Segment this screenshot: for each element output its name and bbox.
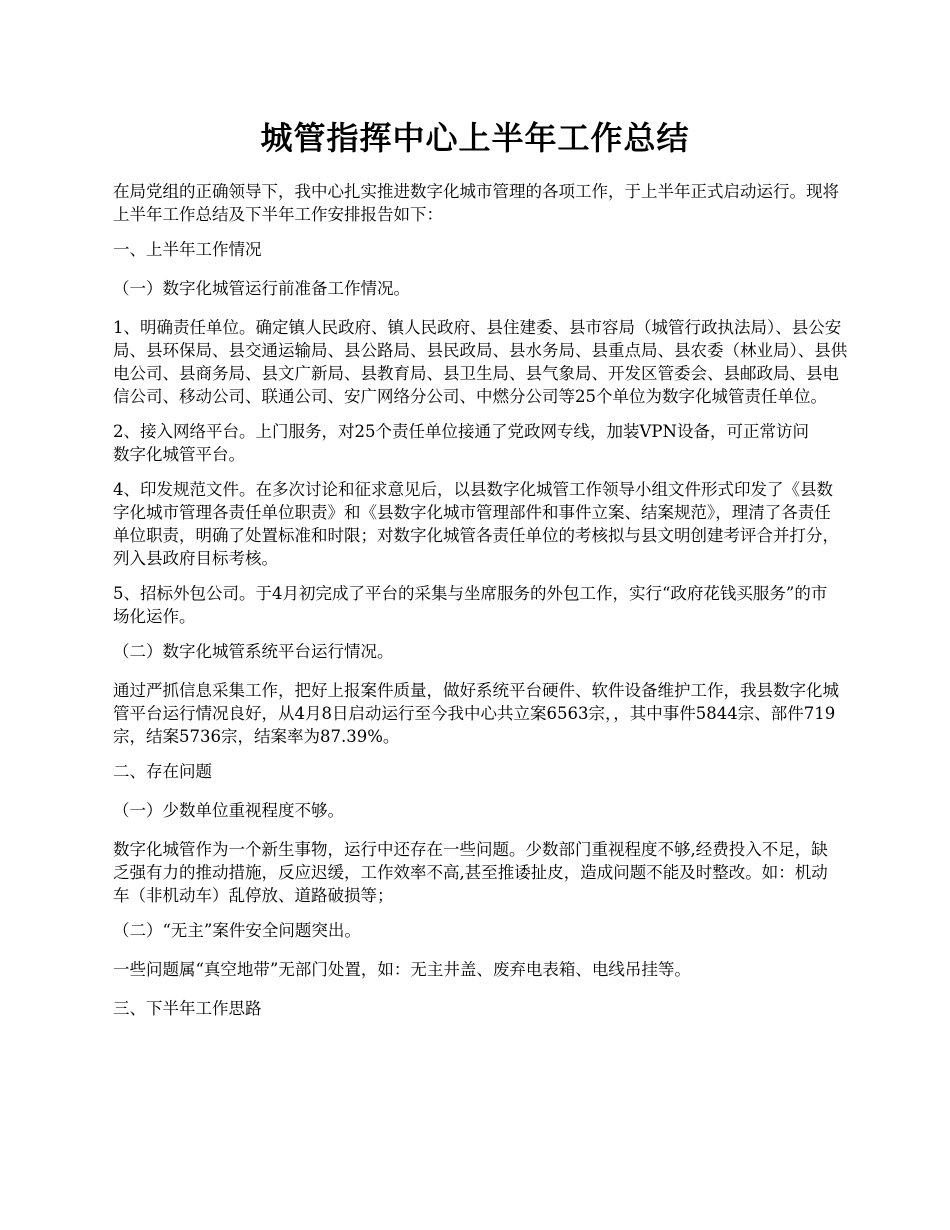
paragraph-regulations: 4、印发规范文件。在多次讨论和征求意见后，以县数字化城管工作领导小组文件形式印发了《县数字化城市管理各责任单位职责》和《县数字化城市管理部件和事件立案、结案规范》，理清了各责任单位职责，明确了处置标准和时限；对数字化城管各责任单位的考核拟与县文明创建考评合并打分，列入县政府目标考核。: [113, 480, 839, 568]
subsection-heading-1-1: （一）数字化城管运行前准备工作情况。: [113, 279, 410, 298]
paragraph-problems: 数字化城管作为一个新生事物，运行中还存在一些问题。少数部门重视程度不够,经费投入不足，缺乏强有力的推动措施，反应迟缓，工作效率不高,甚至推诿扯皮，造成问题不能及时整改。如：机动车（非机动车）乱停放、道路破损等；: [113, 840, 828, 905]
intro-paragraph: 在局党组的正确领导下，我中心扎实推进数字化城市管理的各项工作，于上半年正式启动运行。现将上半年工作总结及下半年工作安排报告如下：: [113, 182, 839, 224]
paragraph-outsourcing: 5、招标外包公司。于4月初完成了平台的采集与坐席服务的外包工作，实行“政府花钱买服务”的市场化运作。: [113, 584, 828, 626]
paragraph-responsible-units: 1、明确责任单位。确定镇人民政府、镇人民政府、县住建委、县市容局（城管行政执法局）、县公安局、县环保局、县交通运输局、县公路局、县民政局、县水务局、县重点局、县农委（林业局）、县供电公司、县商务局、县文广新局、县教育局、县卫生局、县气象局、开发区管委会、县邮政局、县电信公司、移动公司、联通公司、安广网络分公司、中燃分公司等25个单位为数字化城管责任单位。: [113, 318, 848, 406]
paragraph-ownerless-cases: 一些问题属“真空地带”无部门处置，如：无主井盖、废弃电表箱、电线吊挂等。: [113, 960, 691, 979]
subsection-heading-2-2: （二）“无主”案件安全问题突出。: [113, 921, 361, 940]
section-heading-1: 一、上半年工作情况: [113, 240, 262, 259]
document-title: 城管指挥中心上半年工作总结: [260, 119, 690, 157]
section-heading-3: 三、下半年工作思路: [113, 999, 262, 1018]
document-body: [113, 180, 853, 1020]
paragraph-platform-operation: 通过严抓信息采集工作，把好上报案件质量，做好系统平台硬件、软件设备维护工作，我县数字化城管平台运行情况良好，从4月8日启动运行至今我中心共立案6563宗，，其中事件5844宗、部件719宗，结案5736宗，结案率为87.39%。: [113, 681, 839, 746]
document-page: [113, 0, 853, 1036]
subsection-heading-1-2: （二）数字化城管系统平台运行情况。: [113, 642, 394, 661]
subsection-heading-2-1: （一）少数单位重视程度不够。: [113, 801, 344, 820]
section-heading-2: 二、存在问题: [113, 762, 212, 781]
paragraph-network-platform: 2、接入网络平台。上门服务，对25个责任单位接通了党政网专线，加装VPN设备，可正常访问数字化城管平台。: [113, 422, 809, 464]
